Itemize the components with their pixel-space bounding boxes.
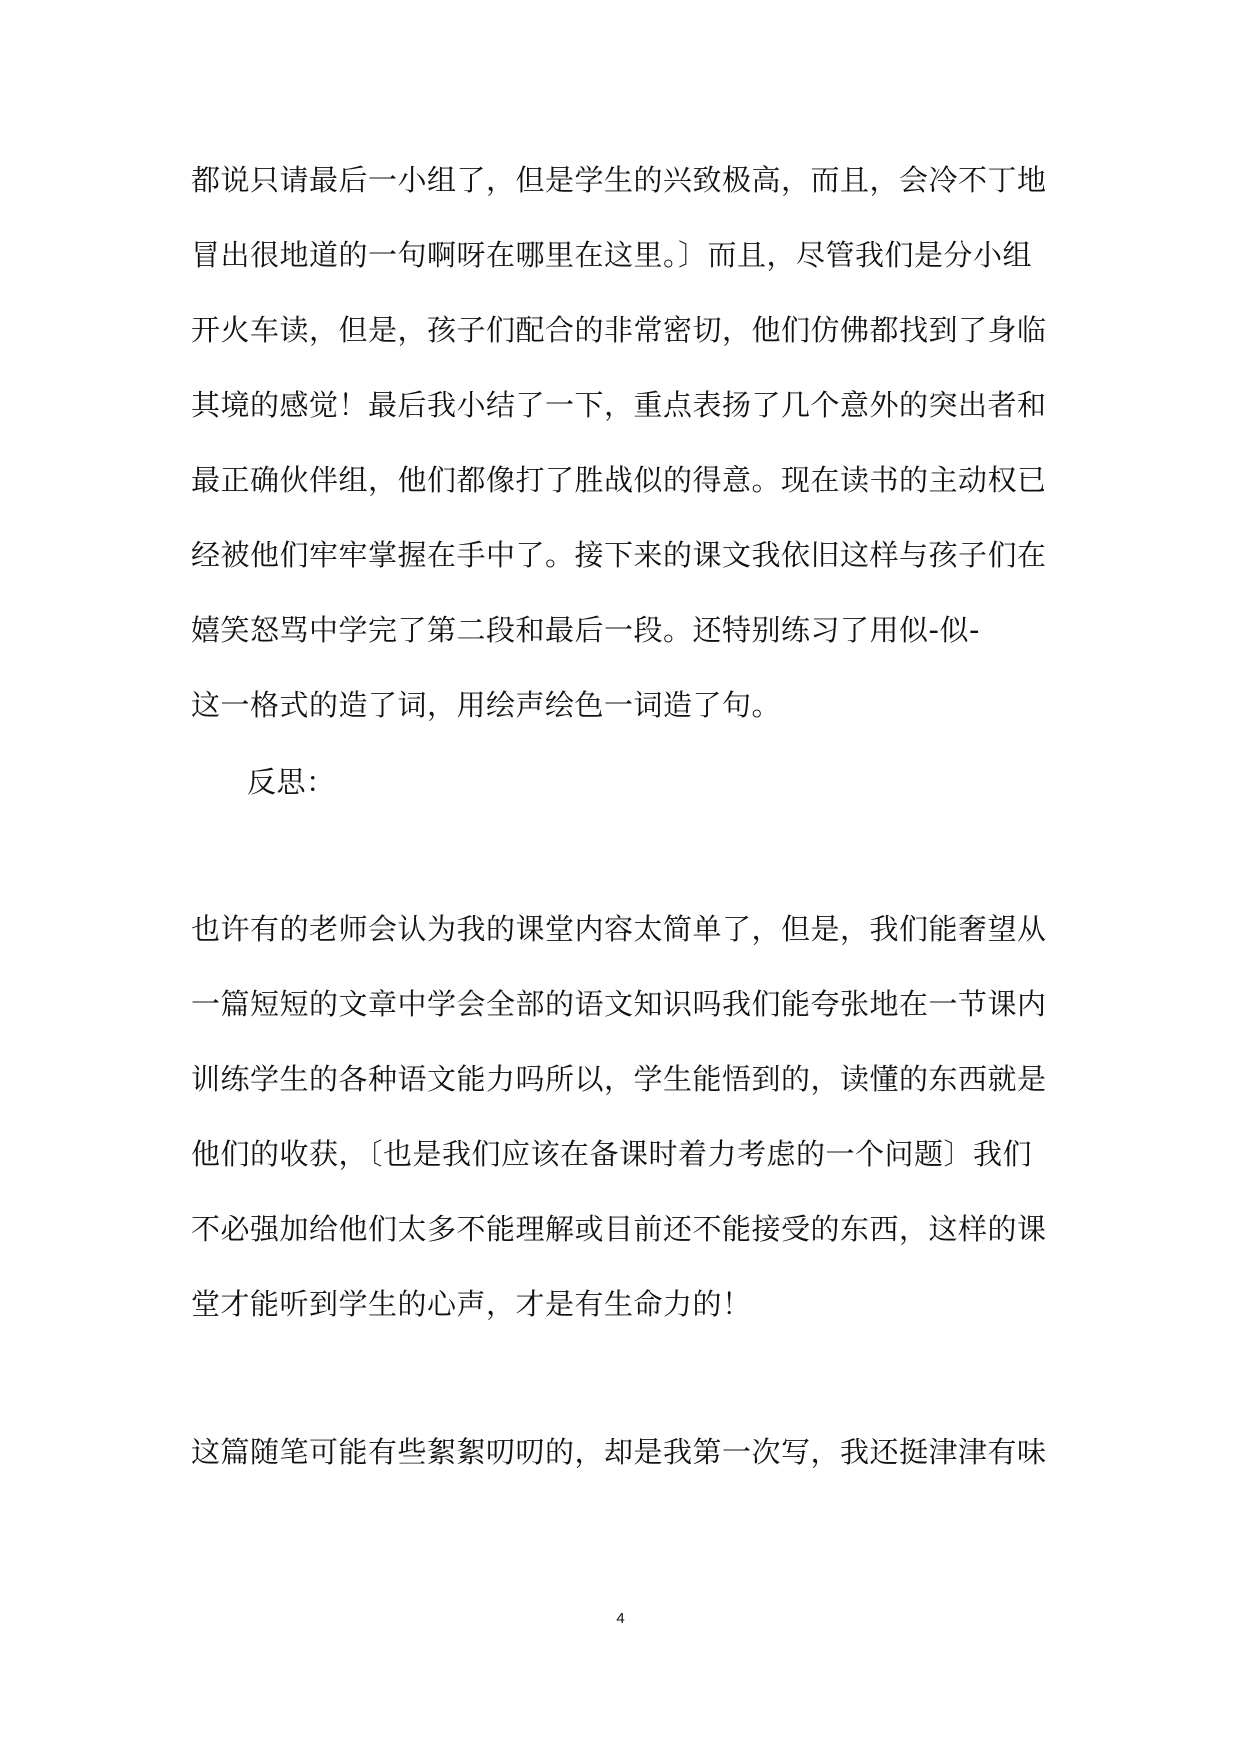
text-line: 最正确伙伴组，他们都像打了胜战似的得意。现在读书的主动权已 (191, 463, 1047, 497)
text-line: 也许有的老师会认为我的课堂内容太简单了，但是，我们能奢望从 (191, 912, 1047, 946)
text-line: 经被他们牢牢掌握在手中了。接下来的课文我依旧这样与孩子们在 (191, 538, 1047, 572)
text-line: 他们的收获，〔也是我们应该在备课时着力考虑的一个问题〕我们 (191, 1137, 1033, 1171)
text-line: 堂才能听到学生的心声，才是有生命力的！ (191, 1287, 752, 1321)
text-line: 其境的感觉！最后我小结了一下，重点表扬了几个意外的突出者和 (191, 388, 1047, 422)
text-line: 嬉笑怒骂中学完了第二段和最后一段。还特别练习了用似-似- (191, 613, 980, 647)
text-line: 开火车读，但是，孩子们配合的非常密切，他们仿佛都找到了身临 (191, 313, 1047, 347)
text-line: 一篇短短的文章中学会全部的语文知识吗我们能夸张地在一节课内 (191, 987, 1047, 1021)
section-heading-reflection: 反思： (247, 765, 336, 799)
text-line: 这一格式的造了词，用绘声绘色一词造了句。 (191, 688, 782, 722)
text-line: 训练学生的各种语文能力吗所以，学生能悟到的，读懂的东西就是 (191, 1062, 1047, 1096)
text-line: 都说只请最后一小组了，但是学生的兴致极高，而且，会冷不丁地 (191, 163, 1047, 197)
text-line: 这篇随笔可能有些絮絮叨叨的，却是我第一次写，我还挺津津有味 (191, 1435, 1047, 1469)
text-line: 不必强加给他们太多不能理解或目前还不能接受的东西，这样的课 (191, 1212, 1047, 1246)
text-line: 冒出很地道的一句啊呀在哪里在这里。〕而且，尽管我们是分小组 (191, 238, 1033, 272)
page-number: 4 (616, 1610, 625, 1627)
